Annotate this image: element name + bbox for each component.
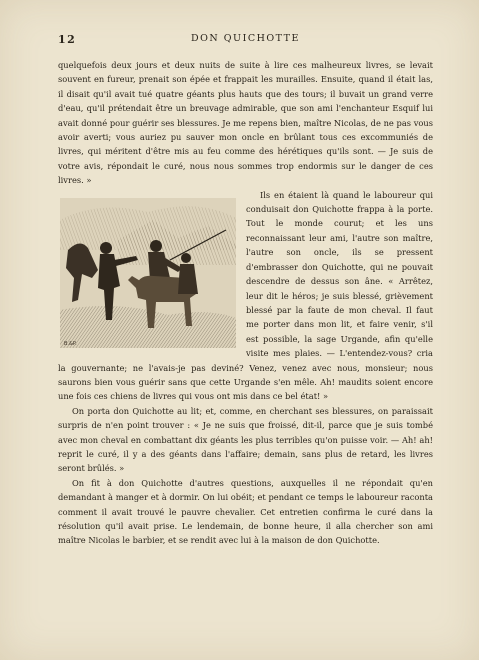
paragraph-2: Ils en étaient là quand le laboureur qui conduisait don Quichotte frappa à la porte. Tout le monde courut; et les uns reconnaissant leur ami, l'autre son maître, l'autre son oncle, ils se pressent d'embrasser don Quichotte, qui ne pouvait descendre de dessus son âne. « Arrêtez, leur dit le héros; je suis blessé, grièvement blessé par la faute de mon cheval. Il faut me porter dans mon lit, et faire venir, s'il est possible, la sage Urgande, afin qu'elle visite mes plaies. — L'entendez-vous? cria la gouvernante; ne l'avais-je pas deviné? Venez, venez avec nous, monsieur; nous saurons bien vous guérir sans que cette Urgande s'en mêle. Ah! maudits soient encore une fois ces chiens de livres qui vous ont mis dans ce bel état! »	[58, 189, 433, 402]
body-text	[58, 58, 433, 548]
paragraph-4: On fit à don Quichotte d'autres questions, auxquelles il ne répondait qu'en demandant à manger et à dormir. On lui obéit; et pendant ce temps le laboureur raconta comment il avait trouvé le pauvre chevalier. Cet entretien confirma le curé dans la résolution qu'il avait prise. Le lendemain, de bonne heure, il alla chercher son ami maître Nicolas le barbier, et se rendit avec lui à la maison de don Quichotte.	[58, 477, 433, 546]
paragraph-1: quelquefois deux jours et deux nuits de suite à lire ces malheureux livres, se levait souvent en fureur, prenait son épée et frappait les murailles. Ensuite, quand il était las, il disait qu'il avait tué quatre géants plus hauts que des tours; il buvait un grand verre d'eau, qu'il prétendait être un breuvage admirable, que son ami l'enchanteur Esquif lui avait donné pour guérir ses blessures. Je me repens bien, maître Nicolas, de ne pas vous avoir averti; vous auriez pu sauver mon oncle en brûlant tous ces excommuniés de livres, qui méritent d'être mis au feu comme des hérétiques qu'ils sont. — Je suis de votre avis, répondait le curé, nous nous sommes trop endormis sur le danger de ces livres. »	[58, 60, 433, 186]
paragraph-3: On porta don Quichotte au lit; et, comme, en cherchant ses blessures, on paraissait surpris de n'en point trouver : « Je ne suis que froissé, dit-il, parce que je suis tombé avec mon cheval en combattant dix géants les plus terribles qu'on puisse voir. — Ah! ah! reprit le curé, il y a des géants dans l'affaire; demain, sans plus de retard, les livres seront brûlés. »	[58, 405, 433, 474]
page-number: 12	[58, 33, 77, 46]
engraving-illustration	[58, 190, 238, 358]
page-header	[58, 33, 433, 47]
engraver-signature: B.&P.	[64, 340, 77, 347]
engraving-svg	[58, 190, 238, 358]
running-title: DON QUICHOTTE	[191, 33, 300, 44]
